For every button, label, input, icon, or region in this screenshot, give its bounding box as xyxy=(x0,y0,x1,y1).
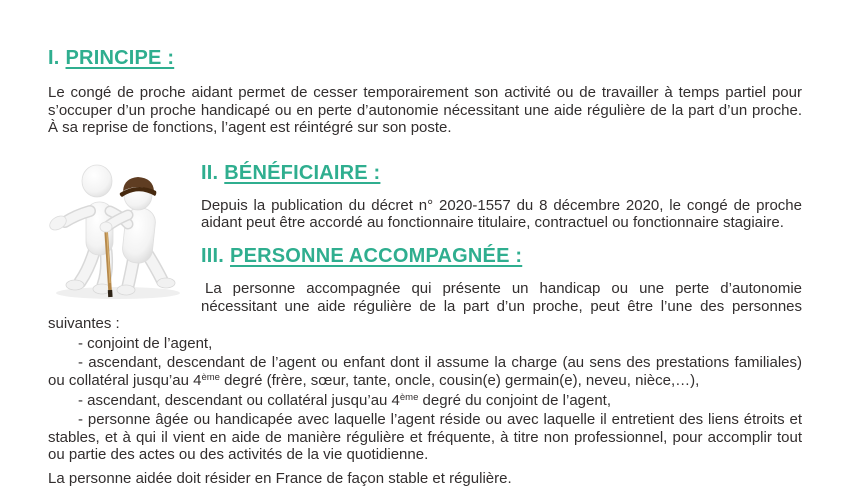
list-item-ascendant-agent xyxy=(48,354,802,389)
paragraph-principe: Le congé de proche aidant permet de cesser temporairement son activité ou de travailler à temps partiel pour s’occuper d’un proche handicapé ou en perte d’autonomie nécessitant une aide régulière de la part d’un proche. À sa reprise de fonctions, l’agent est réintégré sur son poste. xyxy=(48,84,802,137)
list-item-text: - ascendant, descendant de l’agent ou enfant dont il assume la charge (au sens des prestations familiales) ou collatéral jusqu’au 4 xyxy=(48,354,802,389)
paragraph-personne-intro: La personne accompagnée qui présente un handicap ou une perte d’autonomie nécessitant une aide régulière de la part d’un proche, peut être l’une des personnes suivantes : xyxy=(48,280,802,333)
caregiver-illustration xyxy=(40,153,195,301)
list-item-conjoint: - conjoint de l’agent, xyxy=(48,335,802,353)
heading-principe-title: PRINCIPE : xyxy=(66,47,175,69)
list-item-text: - ascendant, descendant ou collatéral jusqu’au 4 xyxy=(78,392,400,409)
superscript-eme: ème xyxy=(400,392,418,403)
list-item-ascendant-conjoint xyxy=(48,392,802,410)
list-item-personne-agee: - personne âgée ou handicapée avec laquelle l’agent réside ou avec laquelle il entretient des liens étroits et stables, et à qui il vient en aide de manière régulière et fréquente, à titre non professionnel, pour accomplir tout ou partie des actes ou des activités de la vie quotidienne. xyxy=(48,411,802,464)
heading-personne-numeral: III. xyxy=(201,245,224,267)
heading-beneficiaire-numeral: II. xyxy=(201,162,218,184)
caregiver-helping-elderly-image xyxy=(40,153,195,301)
paragraph-closing: La personne aidée doit résider en France de façon stable et régulière. xyxy=(48,470,802,488)
list-item-text: degré du conjoint de l’agent, xyxy=(418,392,611,409)
heading-beneficiaire-title: BÉNÉFICIAIRE : xyxy=(224,162,380,184)
paragraph-beneficiaire: Depuis la publication du décret n° 2020-1557 du 8 décembre 2020, le congé de proche aidant peut être accordé au fonctionnaire titulaire, contractuel ou fonctionnaire stagiaire. xyxy=(48,197,802,232)
list-item-text: degré (frère, sœur, tante, oncle, cousin(e) germain(e), neveu, nièce,…), xyxy=(220,372,699,389)
superscript-eme: ème xyxy=(201,372,219,383)
heading-principe-numeral: I. xyxy=(48,47,60,69)
heading-personne-title: PERSONNE ACCOMPAGNÉE : xyxy=(230,245,522,267)
heading-principe xyxy=(48,46,802,70)
